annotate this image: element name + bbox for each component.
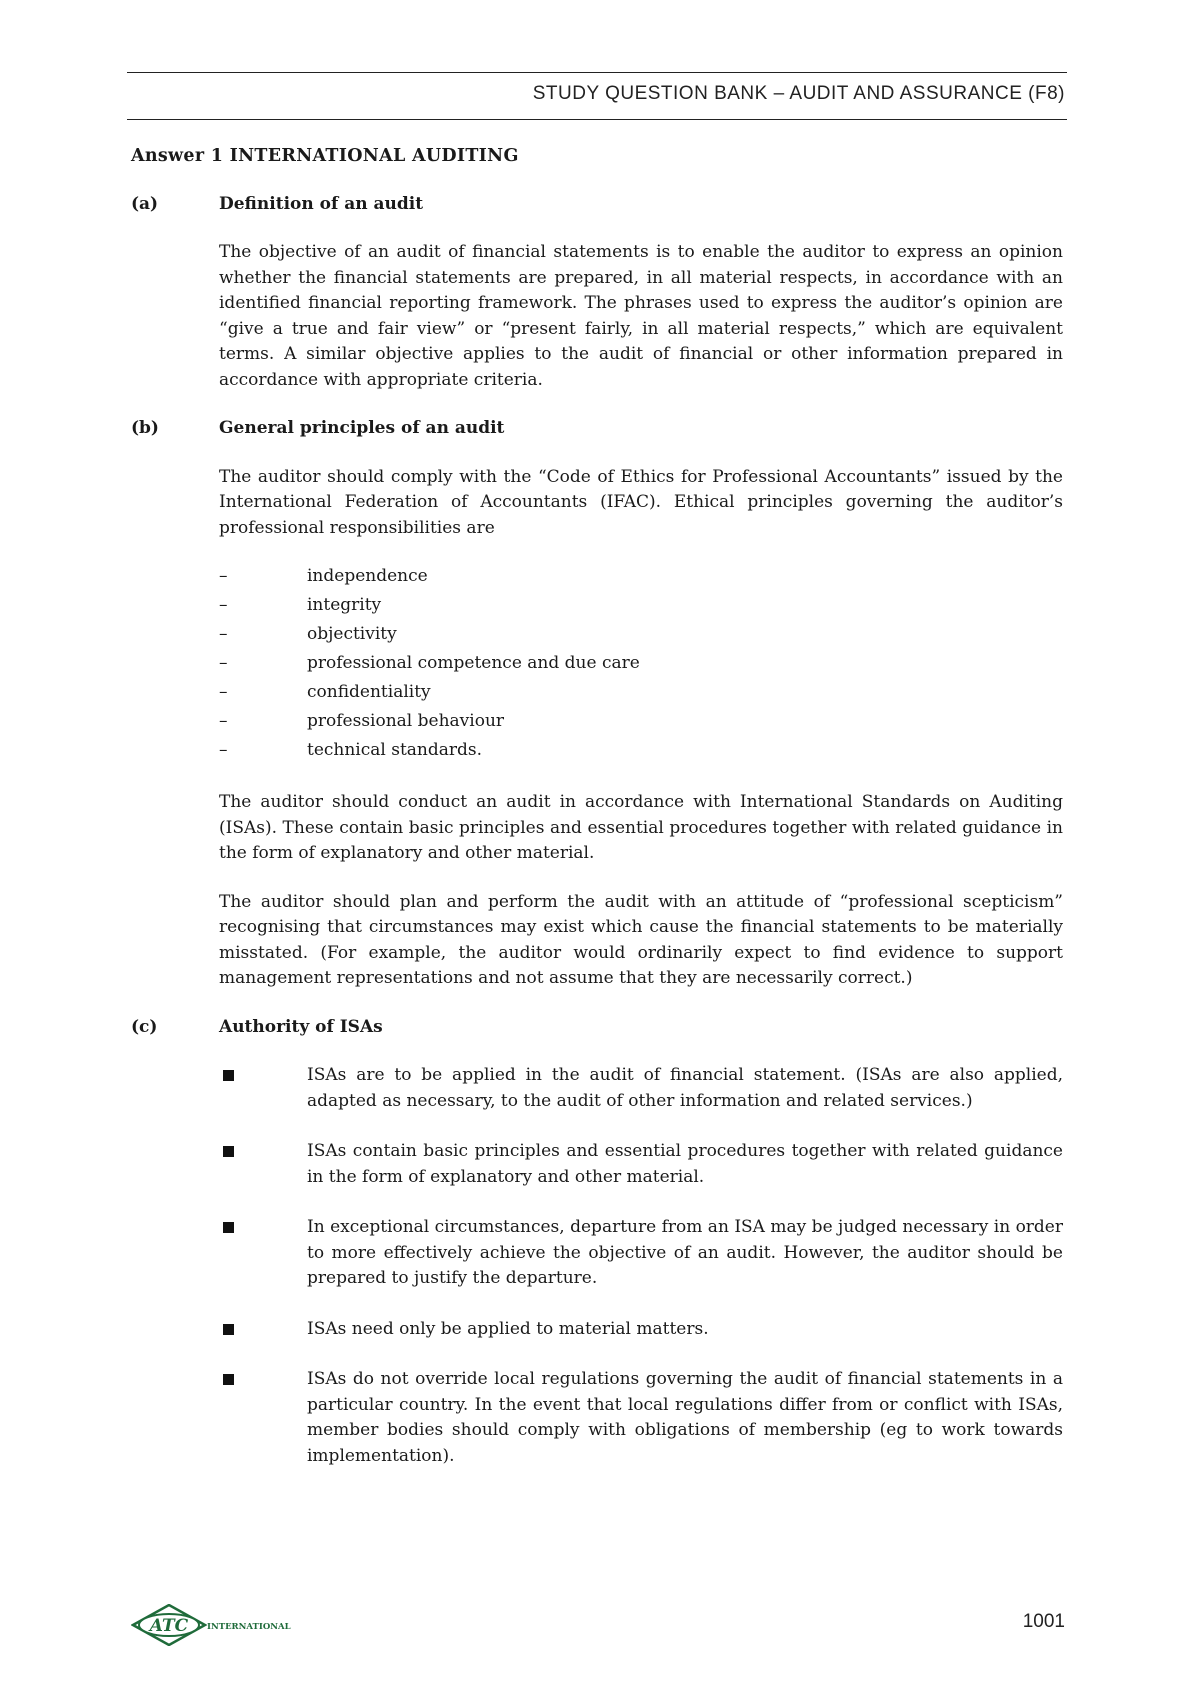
section-a-title: Definition of an audit [219, 193, 424, 214]
section-a-heading [131, 192, 1063, 218]
section-b-paragraph-3: The auditor should plan and perform the audit with an attitude of “professional scepticism” recognising that circumstances may exist which cause the financial statements to be materially misstated. (For example, the auditor would ordinarily expect to find evidence to support management representations and not assume that they are necessarily correct.) [219, 891, 1063, 988]
list-item-text: professional behaviour [307, 711, 505, 731]
dash-marker: – [219, 682, 228, 702]
list-item [131, 1139, 1063, 1190]
list-item [131, 680, 1063, 709]
list-item-text: integrity [307, 595, 382, 615]
list-item-text: professional competence and due care [307, 653, 640, 673]
atc-international-logo [131, 1604, 301, 1646]
list-item-text: ISAs need only be applied to material matters. [307, 1318, 709, 1339]
section-c-title: Authority of ISAs [219, 1016, 383, 1037]
list-item-text: objectivity [307, 624, 397, 644]
list-item-text: technical standards. [307, 740, 483, 760]
list-item [131, 564, 1063, 593]
header-rule-bottom [127, 119, 1067, 120]
section-a-letter: (a) [131, 193, 159, 214]
square-bullet-icon [223, 1222, 234, 1233]
square-bullet-icon [223, 1374, 234, 1385]
square-bullet-icon [223, 1324, 234, 1335]
square-bullet-icon [223, 1070, 234, 1081]
list-item-text: ISAs do not override local regulations governing the audit of financial statements in a particular country. In the event that local regulations differ from or conflict with ISAs, member bodies should comply with obligations of membership (eg to work towards implementation). [307, 1369, 1063, 1466]
list-item [131, 622, 1063, 651]
logo-subtext: INTERNATIONAL [207, 1622, 291, 1632]
running-header: STUDY QUESTION BANK – AUDIT AND ASSURANCE (F8) [532, 83, 1065, 104]
page-number: 1001 [1022, 1611, 1065, 1632]
list-item [131, 651, 1063, 680]
dash-marker: – [219, 624, 228, 644]
list-item [131, 709, 1063, 738]
section-b-title: General principles of an audit [219, 418, 505, 438]
list-item [131, 1215, 1063, 1292]
list-item [131, 1317, 1063, 1343]
square-bullet-icon [223, 1146, 234, 1157]
list-item [131, 738, 1063, 767]
logo-mark-text: ATC [149, 1616, 189, 1636]
list-item-text: independence [307, 566, 428, 586]
section-c-letter: (c) [131, 1016, 158, 1037]
section-b-heading [131, 416, 1063, 442]
header-rule-top [127, 72, 1067, 73]
list-item [131, 1367, 1063, 1469]
dash-marker: – [219, 711, 228, 731]
section-b-paragraph-2: The auditor should conduct an audit in accordance with International Standards on Auditing (ISAs). These contain basic principles and essential procedures together with related guidance in the form of explanatory and other material. [219, 792, 1063, 863]
list-item-text: ISAs contain basic principles and essential procedures together with related guidance in the form of explanatory and other material. [307, 1141, 1063, 1187]
dash-marker: – [219, 740, 228, 760]
dash-marker: – [219, 595, 228, 615]
list-item [131, 1063, 1063, 1114]
section-b-letter: (b) [131, 418, 159, 438]
dash-marker: – [219, 566, 228, 586]
list-item-text: confidentiality [307, 682, 431, 702]
dash-marker: – [219, 653, 228, 673]
ethical-principles-list [131, 564, 1063, 767]
answer-title: Answer 1 INTERNATIONAL AUDITING [131, 146, 519, 166]
section-b-paragraph-1: The auditor should comply with the “Code of Ethics for Professional Accountants” issued by the International Federation of Accountants (IFAC). Ethical principles governing the auditor’s professional responsibilities are [219, 466, 1063, 538]
section-c-heading [131, 1015, 1063, 1041]
list-item-text: ISAs are to be applied in the audit of financial statement. (ISAs are also applied, adapted as necessary, to the audit of other information and related services.) [307, 1065, 1063, 1111]
section-a-paragraph: The objective of an audit of financial statements is to enable the auditor to express an opinion whether the financial statements are prepared, in all material respects, in accordance with an identified financial reporting framework. The phrases used to express the auditor’s opinion are “give a true and fair view” or “present fairly, in all material respects,” which are equivalent terms. A similar objective applies to the audit of financial or other information prepared in accordance with appropriate criteria. [219, 242, 1063, 390]
list-item-text: In exceptional circumstances, departure from an ISA may be judged necessary in order to more effectively achieve the objective of an audit. However, the auditor should be prepared to justify the departure. [307, 1217, 1063, 1288]
main-content [131, 144, 1063, 1494]
list-item [131, 593, 1063, 622]
isa-authority-list [131, 1063, 1063, 1469]
